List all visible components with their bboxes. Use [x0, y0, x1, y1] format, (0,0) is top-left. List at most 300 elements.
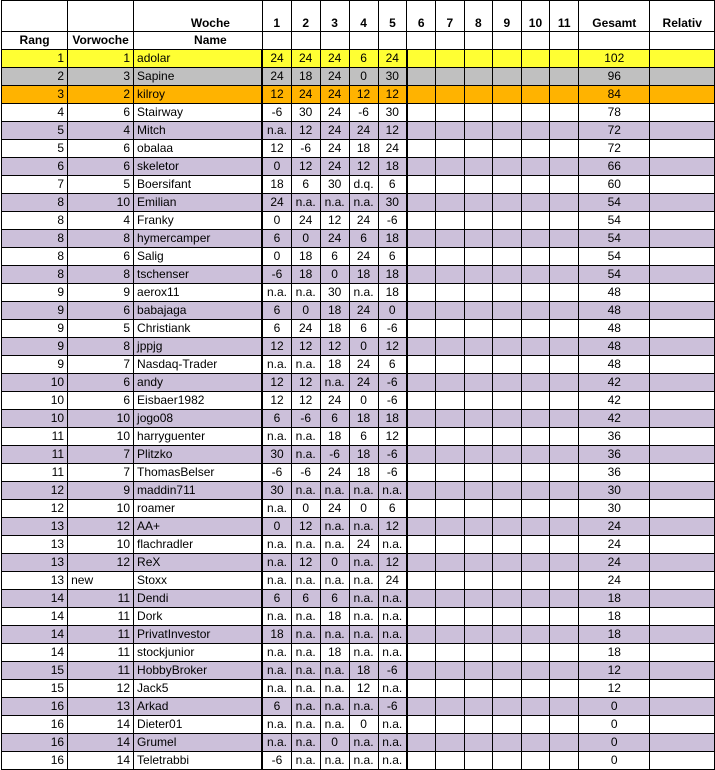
week-score-cell[interactable]: 24	[320, 230, 349, 248]
rang-cell[interactable]: 9	[2, 338, 68, 356]
week-score-cell[interactable]: n.a.	[349, 554, 378, 572]
week-score-cell[interactable]	[521, 626, 550, 644]
week-score-cell[interactable]: 24	[320, 68, 349, 86]
name-cell[interactable]: Dendi	[134, 590, 263, 608]
week-score-cell[interactable]: 0	[262, 248, 291, 266]
name-cell[interactable]: Christiank	[134, 320, 263, 338]
week-score-cell[interactable]: n.a.	[349, 284, 378, 302]
week-score-cell[interactable]	[493, 140, 522, 158]
week-score-cell[interactable]: n.a.	[320, 752, 349, 770]
relativ-cell[interactable]	[650, 338, 715, 356]
week-score-cell[interactable]: 6	[262, 698, 291, 716]
week-score-cell[interactable]	[521, 752, 550, 770]
name-cell[interactable]: obalaa	[134, 140, 263, 158]
week-score-cell[interactable]: 12	[378, 428, 407, 446]
week-score-cell[interactable]	[493, 626, 522, 644]
week-score-cell[interactable]	[521, 392, 550, 410]
week-score-cell[interactable]	[407, 338, 436, 356]
week-score-cell[interactable]	[464, 338, 493, 356]
relativ-cell[interactable]	[650, 248, 715, 266]
week-score-cell[interactable]: -6	[262, 266, 291, 284]
week-score-cell[interactable]: 18	[378, 230, 407, 248]
week-score-cell[interactable]: 18	[349, 464, 378, 482]
vorwoche-cell[interactable]: 7	[68, 464, 134, 482]
week-score-cell[interactable]	[521, 86, 550, 104]
rang-cell[interactable]: 14	[2, 644, 68, 662]
week-score-cell[interactable]: n.a.	[378, 680, 407, 698]
week-score-cell[interactable]	[464, 716, 493, 734]
week-score-cell[interactable]	[521, 356, 550, 374]
week-score-cell[interactable]: n.a.	[349, 518, 378, 536]
week-score-cell[interactable]	[436, 338, 465, 356]
gesamt-cell[interactable]: 24	[579, 572, 650, 590]
week-score-cell[interactable]	[464, 356, 493, 374]
week-score-cell[interactable]	[521, 518, 550, 536]
week-score-cell[interactable]	[464, 698, 493, 716]
week-score-cell[interactable]: 24	[320, 158, 349, 176]
week-score-cell[interactable]	[521, 662, 550, 680]
week-score-cell[interactable]	[464, 284, 493, 302]
week-score-cell[interactable]	[464, 572, 493, 590]
vorwoche-cell[interactable]: 12	[68, 518, 134, 536]
week-score-cell[interactable]	[407, 446, 436, 464]
week-score-cell[interactable]: 18	[320, 320, 349, 338]
vorwoche-cell[interactable]: 6	[68, 104, 134, 122]
week-score-cell[interactable]: 18	[378, 266, 407, 284]
week-score-cell[interactable]: 18	[291, 68, 320, 86]
relativ-cell[interactable]	[650, 230, 715, 248]
name-cell[interactable]: roamer	[134, 500, 263, 518]
week-score-cell[interactable]	[407, 590, 436, 608]
gesamt-cell[interactable]: 12	[579, 680, 650, 698]
week-score-cell[interactable]	[550, 554, 579, 572]
week-score-cell[interactable]: 0	[291, 230, 320, 248]
week-score-cell[interactable]: 0	[349, 500, 378, 518]
week-score-cell[interactable]: 18	[378, 284, 407, 302]
relativ-cell[interactable]	[650, 428, 715, 446]
week-score-cell[interactable]	[436, 302, 465, 320]
week-score-cell[interactable]	[521, 464, 550, 482]
week-score-cell[interactable]	[464, 446, 493, 464]
week-score-cell[interactable]: 12	[291, 338, 320, 356]
gesamt-cell[interactable]: 54	[579, 230, 650, 248]
week-score-cell[interactable]	[550, 572, 579, 590]
week-score-cell[interactable]	[493, 338, 522, 356]
week-score-cell[interactable]: -6	[378, 464, 407, 482]
week-score-cell[interactable]: n.a.	[291, 536, 320, 554]
week-score-cell[interactable]	[464, 104, 493, 122]
week-score-cell[interactable]: 0	[349, 716, 378, 734]
week-score-cell[interactable]	[521, 248, 550, 266]
week-score-cell[interactable]: n.a.	[291, 626, 320, 644]
rang-cell[interactable]: 16	[2, 698, 68, 716]
week-score-cell[interactable]	[493, 158, 522, 176]
gesamt-cell[interactable]: 18	[579, 590, 650, 608]
week-score-cell[interactable]	[436, 284, 465, 302]
name-cell[interactable]: stockjunior	[134, 644, 263, 662]
week-score-cell[interactable]: 24	[349, 248, 378, 266]
relativ-cell[interactable]	[650, 194, 715, 212]
gesamt-cell[interactable]: 48	[579, 284, 650, 302]
relativ-cell[interactable]	[650, 500, 715, 518]
week-score-cell[interactable]	[493, 86, 522, 104]
vorwoche-cell[interactable]: 11	[68, 662, 134, 680]
week-score-cell[interactable]	[521, 680, 550, 698]
name-cell[interactable]: Nasdaq-Trader	[134, 356, 263, 374]
week-score-cell[interactable]: 12	[349, 680, 378, 698]
vorwoche-cell[interactable]: 10	[68, 410, 134, 428]
week-score-cell[interactable]	[464, 428, 493, 446]
week-score-cell[interactable]: 18	[262, 176, 291, 194]
week-score-cell[interactable]	[521, 572, 550, 590]
week-score-cell[interactable]: 18	[320, 428, 349, 446]
rang-cell[interactable]: 16	[2, 734, 68, 752]
week-score-cell[interactable]	[521, 536, 550, 554]
week-score-cell[interactable]: 0	[349, 392, 378, 410]
week-score-cell[interactable]: n.a.	[262, 572, 291, 590]
relativ-cell[interactable]	[650, 140, 715, 158]
rang-cell[interactable]: 13	[2, 572, 68, 590]
week-score-cell[interactable]: n.a.	[291, 194, 320, 212]
gesamt-cell[interactable]: 72	[579, 140, 650, 158]
week-score-cell[interactable]	[436, 410, 465, 428]
week-score-cell[interactable]: n.a.	[320, 698, 349, 716]
week-score-cell[interactable]	[493, 374, 522, 392]
week-score-cell[interactable]	[550, 266, 579, 284]
week-score-cell[interactable]: n.a.	[320, 572, 349, 590]
week-score-cell[interactable]	[550, 158, 579, 176]
week-score-cell[interactable]	[464, 50, 493, 68]
vorwoche-cell[interactable]: 8	[68, 230, 134, 248]
week-score-cell[interactable]	[493, 320, 522, 338]
rang-cell[interactable]: 9	[2, 356, 68, 374]
week-score-cell[interactable]: 24	[320, 50, 349, 68]
rang-cell[interactable]: 13	[2, 554, 68, 572]
week-score-cell[interactable]	[550, 104, 579, 122]
week-score-cell[interactable]: 12	[378, 338, 407, 356]
name-cell[interactable]: adolar	[134, 50, 263, 68]
gesamt-cell[interactable]: 24	[579, 518, 650, 536]
week-score-cell[interactable]	[493, 410, 522, 428]
week-score-cell[interactable]	[521, 50, 550, 68]
week-score-cell[interactable]: n.a.	[378, 752, 407, 770]
week-score-cell[interactable]: n.a.	[378, 608, 407, 626]
week-score-cell[interactable]: n.a.	[262, 428, 291, 446]
name-cell[interactable]: Franky	[134, 212, 263, 230]
week-score-cell[interactable]	[550, 590, 579, 608]
week-score-cell[interactable]: 12	[378, 518, 407, 536]
week-score-cell[interactable]: n.a.	[320, 518, 349, 536]
week-score-cell[interactable]	[464, 644, 493, 662]
relativ-cell[interactable]	[650, 464, 715, 482]
relativ-cell[interactable]	[650, 374, 715, 392]
week-score-cell[interactable]	[550, 50, 579, 68]
week-score-cell[interactable]: 24	[349, 122, 378, 140]
vorwoche-cell[interactable]: 11	[68, 626, 134, 644]
week-score-cell[interactable]	[521, 104, 550, 122]
week-score-cell[interactable]	[550, 482, 579, 500]
week-score-cell[interactable]: n.a.	[349, 572, 378, 590]
rang-cell[interactable]: 8	[2, 266, 68, 284]
rang-cell[interactable]: 9	[2, 302, 68, 320]
relativ-cell[interactable]	[650, 68, 715, 86]
week-score-cell[interactable]	[407, 68, 436, 86]
week-score-cell[interactable]: 24	[320, 122, 349, 140]
week-score-cell[interactable]	[464, 122, 493, 140]
vorwoche-cell[interactable]: 14	[68, 716, 134, 734]
week-score-cell[interactable]: 18	[291, 266, 320, 284]
week-score-cell[interactable]: 24	[349, 212, 378, 230]
vorwoche-cell[interactable]: 5	[68, 320, 134, 338]
week-score-cell[interactable]: n.a.	[320, 536, 349, 554]
week-score-cell[interactable]: 12	[262, 338, 291, 356]
name-cell[interactable]: Arkad	[134, 698, 263, 716]
week-score-cell[interactable]: n.a.	[262, 662, 291, 680]
week-score-cell[interactable]: 18	[349, 140, 378, 158]
vorwoche-cell[interactable]: 9	[68, 482, 134, 500]
gesamt-cell[interactable]: 60	[579, 176, 650, 194]
week-score-cell[interactable]	[407, 752, 436, 770]
week-score-cell[interactable]: 30	[378, 194, 407, 212]
week-score-cell[interactable]	[493, 68, 522, 86]
week-score-cell[interactable]	[521, 482, 550, 500]
week-score-cell[interactable]	[550, 194, 579, 212]
vorwoche-cell[interactable]: 8	[68, 338, 134, 356]
week-score-cell[interactable]: n.a.	[349, 590, 378, 608]
week-score-cell[interactable]	[436, 158, 465, 176]
week-score-cell[interactable]	[436, 230, 465, 248]
week-score-cell[interactable]	[407, 500, 436, 518]
week-score-cell[interactable]	[436, 518, 465, 536]
relativ-cell[interactable]	[650, 302, 715, 320]
week-score-cell[interactable]	[407, 140, 436, 158]
name-cell[interactable]: Emilian	[134, 194, 263, 212]
week-score-cell[interactable]: 6	[378, 356, 407, 374]
week-score-cell[interactable]	[493, 212, 522, 230]
gesamt-cell[interactable]: 36	[579, 446, 650, 464]
week-score-cell[interactable]	[464, 86, 493, 104]
relativ-cell[interactable]	[650, 590, 715, 608]
rang-cell[interactable]: 3	[2, 86, 68, 104]
week-score-cell[interactable]	[493, 266, 522, 284]
gesamt-cell[interactable]: 0	[579, 752, 650, 770]
week-score-cell[interactable]	[407, 680, 436, 698]
week-score-cell[interactable]: -6	[320, 446, 349, 464]
week-score-cell[interactable]: n.a.	[291, 572, 320, 590]
gesamt-cell[interactable]: 24	[579, 554, 650, 572]
week-score-cell[interactable]: n.a.	[291, 356, 320, 374]
week-score-cell[interactable]: n.a.	[349, 698, 378, 716]
week-score-cell[interactable]	[493, 230, 522, 248]
week-score-cell[interactable]	[464, 482, 493, 500]
vorwoche-cell[interactable]: 12	[68, 680, 134, 698]
week-score-cell[interactable]	[436, 86, 465, 104]
vorwoche-cell[interactable]: 1	[68, 50, 134, 68]
week-score-cell[interactable]	[464, 410, 493, 428]
week-score-cell[interactable]	[436, 356, 465, 374]
week-score-cell[interactable]: 0	[291, 302, 320, 320]
relativ-cell[interactable]	[650, 356, 715, 374]
week-score-cell[interactable]: 18	[349, 662, 378, 680]
week-score-cell[interactable]	[464, 752, 493, 770]
week-score-cell[interactable]	[436, 464, 465, 482]
week-score-cell[interactable]: 12	[378, 86, 407, 104]
week-score-cell[interactable]: n.a.	[320, 662, 349, 680]
week-score-cell[interactable]: 30	[378, 68, 407, 86]
rang-cell[interactable]: 12	[2, 482, 68, 500]
week-score-cell[interactable]	[521, 608, 550, 626]
vorwoche-cell[interactable]: 14	[68, 752, 134, 770]
rang-cell[interactable]: 1	[2, 50, 68, 68]
week-score-cell[interactable]	[436, 572, 465, 590]
vorwoche-cell[interactable]: new	[68, 572, 134, 590]
week-score-cell[interactable]	[550, 662, 579, 680]
week-score-cell[interactable]: n.a.	[320, 374, 349, 392]
week-score-cell[interactable]	[550, 284, 579, 302]
name-cell[interactable]: Boersifant	[134, 176, 263, 194]
name-cell[interactable]: kilroy	[134, 86, 263, 104]
week-score-cell[interactable]	[464, 374, 493, 392]
week-score-cell[interactable]	[493, 464, 522, 482]
gesamt-cell[interactable]: 12	[579, 662, 650, 680]
name-cell[interactable]: AA+	[134, 518, 263, 536]
week-score-cell[interactable]: n.a.	[262, 536, 291, 554]
week-score-cell[interactable]	[521, 302, 550, 320]
gesamt-cell[interactable]: 84	[579, 86, 650, 104]
week-score-cell[interactable]	[550, 338, 579, 356]
week-score-cell[interactable]	[436, 554, 465, 572]
week-score-cell[interactable]	[493, 536, 522, 554]
rang-cell[interactable]: 8	[2, 230, 68, 248]
week-score-cell[interactable]: 12	[320, 212, 349, 230]
week-score-cell[interactable]: n.a.	[262, 122, 291, 140]
week-score-cell[interactable]: n.a.	[262, 356, 291, 374]
week-score-cell[interactable]	[550, 752, 579, 770]
week-score-cell[interactable]: 24	[320, 140, 349, 158]
rang-cell[interactable]: 14	[2, 626, 68, 644]
week-score-cell[interactable]	[521, 266, 550, 284]
rang-cell[interactable]: 16	[2, 752, 68, 770]
rang-cell[interactable]: 11	[2, 446, 68, 464]
week-score-cell[interactable]	[407, 86, 436, 104]
rang-cell[interactable]: 15	[2, 680, 68, 698]
week-score-cell[interactable]	[464, 500, 493, 518]
vorwoche-cell[interactable]: 11	[68, 590, 134, 608]
name-cell[interactable]: Teletrabbi	[134, 752, 263, 770]
relativ-cell[interactable]	[650, 86, 715, 104]
week-score-cell[interactable]	[493, 302, 522, 320]
relativ-cell[interactable]	[650, 482, 715, 500]
gesamt-cell[interactable]: 66	[579, 158, 650, 176]
week-score-cell[interactable]: n.a.	[349, 482, 378, 500]
name-cell[interactable]: HobbyBroker	[134, 662, 263, 680]
week-score-cell[interactable]: 24	[349, 536, 378, 554]
gesamt-cell[interactable]: 0	[579, 698, 650, 716]
rang-cell[interactable]: 11	[2, 464, 68, 482]
week-score-cell[interactable]: n.a.	[378, 536, 407, 554]
week-score-cell[interactable]	[464, 392, 493, 410]
week-score-cell[interactable]	[407, 716, 436, 734]
week-score-cell[interactable]: d.q.	[349, 176, 378, 194]
week-score-cell[interactable]: 18	[320, 644, 349, 662]
week-score-cell[interactable]	[464, 626, 493, 644]
week-score-cell[interactable]	[407, 644, 436, 662]
rang-cell[interactable]: 13	[2, 536, 68, 554]
week-score-cell[interactable]: n.a.	[291, 698, 320, 716]
week-score-cell[interactable]	[464, 266, 493, 284]
vorwoche-cell[interactable]: 10	[68, 194, 134, 212]
rang-cell[interactable]: 8	[2, 248, 68, 266]
vorwoche-cell[interactable]: 6	[68, 140, 134, 158]
week-score-cell[interactable]: 24	[378, 50, 407, 68]
week-score-cell[interactable]: 12	[291, 158, 320, 176]
week-score-cell[interactable]: 24	[262, 194, 291, 212]
week-score-cell[interactable]: n.a.	[291, 428, 320, 446]
week-score-cell[interactable]: n.a.	[320, 716, 349, 734]
week-score-cell[interactable]	[436, 680, 465, 698]
gesamt-cell[interactable]: 30	[579, 482, 650, 500]
week-score-cell[interactable]	[521, 194, 550, 212]
week-score-cell[interactable]: n.a.	[378, 716, 407, 734]
week-score-cell[interactable]: n.a.	[262, 734, 291, 752]
week-score-cell[interactable]: 6	[349, 428, 378, 446]
week-score-cell[interactable]: n.a.	[320, 626, 349, 644]
week-score-cell[interactable]: 24	[349, 356, 378, 374]
week-score-cell[interactable]	[550, 626, 579, 644]
week-score-cell[interactable]: 6	[378, 248, 407, 266]
week-score-cell[interactable]	[464, 140, 493, 158]
week-score-cell[interactable]	[464, 554, 493, 572]
rang-cell[interactable]: 10	[2, 374, 68, 392]
week-score-cell[interactable]: -6	[378, 392, 407, 410]
week-score-cell[interactable]: 18	[262, 626, 291, 644]
week-score-cell[interactable]	[493, 284, 522, 302]
week-score-cell[interactable]	[521, 446, 550, 464]
rang-cell[interactable]: 4	[2, 104, 68, 122]
week-score-cell[interactable]: n.a.	[378, 482, 407, 500]
week-score-cell[interactable]	[550, 698, 579, 716]
week-score-cell[interactable]: n.a.	[262, 680, 291, 698]
gesamt-cell[interactable]: 18	[579, 608, 650, 626]
vorwoche-cell[interactable]: 2	[68, 86, 134, 104]
week-score-cell[interactable]	[436, 176, 465, 194]
name-cell[interactable]: jogo08	[134, 410, 263, 428]
week-score-cell[interactable]: 0	[378, 302, 407, 320]
rang-cell[interactable]: 14	[2, 608, 68, 626]
name-cell[interactable]: maddin711	[134, 482, 263, 500]
week-score-cell[interactable]: n.a.	[262, 500, 291, 518]
week-score-cell[interactable]	[407, 230, 436, 248]
week-score-cell[interactable]	[464, 680, 493, 698]
week-score-cell[interactable]: 12	[262, 140, 291, 158]
week-score-cell[interactable]	[550, 446, 579, 464]
week-score-cell[interactable]: 24	[320, 392, 349, 410]
week-score-cell[interactable]: -6	[378, 320, 407, 338]
week-score-cell[interactable]	[493, 50, 522, 68]
name-cell[interactable]: ReX	[134, 554, 263, 572]
week-score-cell[interactable]	[436, 752, 465, 770]
rang-cell[interactable]: 14	[2, 590, 68, 608]
week-score-cell[interactable]: 12	[291, 392, 320, 410]
name-cell[interactable]: Dork	[134, 608, 263, 626]
week-score-cell[interactable]	[550, 248, 579, 266]
week-score-cell[interactable]: n.a.	[320, 194, 349, 212]
week-score-cell[interactable]: 24	[262, 50, 291, 68]
gesamt-cell[interactable]: 0	[579, 734, 650, 752]
week-score-cell[interactable]: 0	[291, 500, 320, 518]
rang-cell[interactable]: 5	[2, 122, 68, 140]
name-cell[interactable]: Stairway	[134, 104, 263, 122]
